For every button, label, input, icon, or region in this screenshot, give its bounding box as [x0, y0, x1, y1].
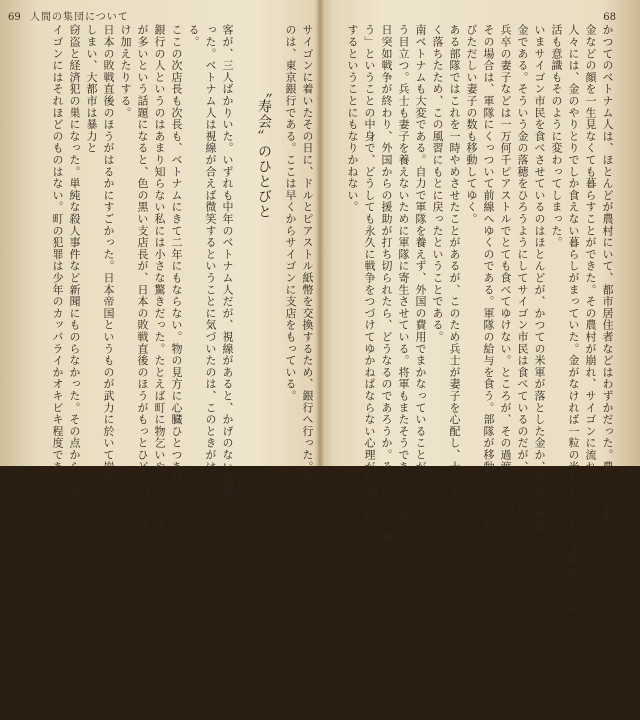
text-column: 窃盗と経済犯の巣になった。単純な殺人事件など新聞にものらなかった。その点からみると、サ — [68, 24, 81, 532]
text-column: が多いという話題になると、色の黒い支店長が、日本の敗戦直後のほうがもっとひどかったと付 — [136, 24, 149, 532]
text-column: 金などの顔を一生見なくても暮らすことができた。その農村が崩れ、サイゴンに流れこんできた — [584, 24, 597, 532]
left-page — [0, 0, 318, 532]
text-column: った。ベトナム人は視線が合えば微笑するということに気づいたのは、このときがはじめてであ — [204, 24, 217, 532]
text-column: く落ちたため、この風習にもとに戻ったということである。 — [431, 24, 444, 343]
text-column: ここの次店長も次長も、ベトナムにきて二年にもならない。物の見方に心臓ひとつあり、 — [170, 24, 183, 496]
text-column: その場合は、軍隊にくっついて前線へゆくのである。軍隊の給与を食う。部隊が移動すると、お — [482, 24, 495, 532]
text-column: 兵卒の妻子などは一万何千ピアストルでとても食べてゆけない。ところが、その過渡的な — [499, 24, 512, 496]
text-column: しまい、大都市は暴力と — [85, 24, 98, 154]
right-page — [322, 0, 640, 720]
text-column: 銀行の人というのはあまり知らない私には小さな驚きだった。たとえば町に物乞いやカッパライ — [153, 24, 166, 532]
text-column: イゴンにはそれほどのものはない。町の犯罪は少年のカッパライかオキビキ程度であ — [51, 24, 64, 473]
text-column: びただしい妻子の数も移動してゆく。 — [465, 24, 478, 225]
text-column: いまサイゴン市民を食べさせているのはほとんどが、かつての米軍が落とした金か、米国の援助 — [533, 24, 546, 532]
running-head: 人間の集団について — [30, 12, 129, 23]
text-column: る。 — [187, 24, 200, 48]
text-column: 日本の敗戦直後のほうがはるかにすごかった。日本帝国というものが武力に於いて崩壊して — [102, 24, 115, 508]
text-column: 日突如戦争が終わり、外国からの援助が打ち切られたら、どうなるのであろうか。それがこの「戦 — [380, 24, 393, 544]
text-column: う」ということの中身で、どうしても永久に戦争をつづけてゆかねばならない心理が何層か存在 — [363, 24, 376, 532]
text-column: う目立つ。兵士も妻子を養えないために軍隊に寄生させている。将軍もまたそうである。ある — [397, 24, 410, 520]
text-column: かつてのベトナム人は、ほとんどが農村にいて、都市居住者などはわずかだった。農村では現 — [601, 24, 614, 520]
left-page-number: 69 — [8, 12, 21, 23]
text-column: 客が、三人ばかりいた。いずれも中年のベトナム人だが、視線があると、かげのない笑顔にな — [221, 24, 234, 520]
text-column: 人々には、金のやりとりでしか食えない暮らしがまっていた。金がなければ一粒の米も買えない。米軍介入以来、南ベトナム人の生 — [567, 24, 580, 720]
text-column: サイゴンに着いたその日に、ドルとピアストル紙幣を交換するため、銀行へ行った。銀行という — [301, 24, 314, 532]
text-column: 南ベトナムも大変である。自力で軍隊を養えず、外国の費用でまかなっていることがいっそ — [414, 24, 427, 508]
text-column: ある部隊ではこれを一時やめさせたことがあるが、このため兵士が妻子を心配し、士気がひど — [448, 24, 461, 520]
text-column: 金である。そういう金の落穂をひろうようにしてサイゴン市民は食べているのだが、たとえば一 — [516, 24, 529, 532]
text-column: するということにもなりかねない。 — [346, 24, 359, 213]
right-page-number: 68 — [603, 12, 616, 23]
section-title: 〝寿会〟のひとびと — [256, 84, 272, 219]
text-column: 活も意識もそのように変わってしまった。 — [550, 24, 563, 249]
text-column: のは、東京銀行である。ここは早くからサイゴンに支店をもっている。 — [284, 24, 297, 402]
text-column: け加えたりする。 — [119, 24, 132, 119]
